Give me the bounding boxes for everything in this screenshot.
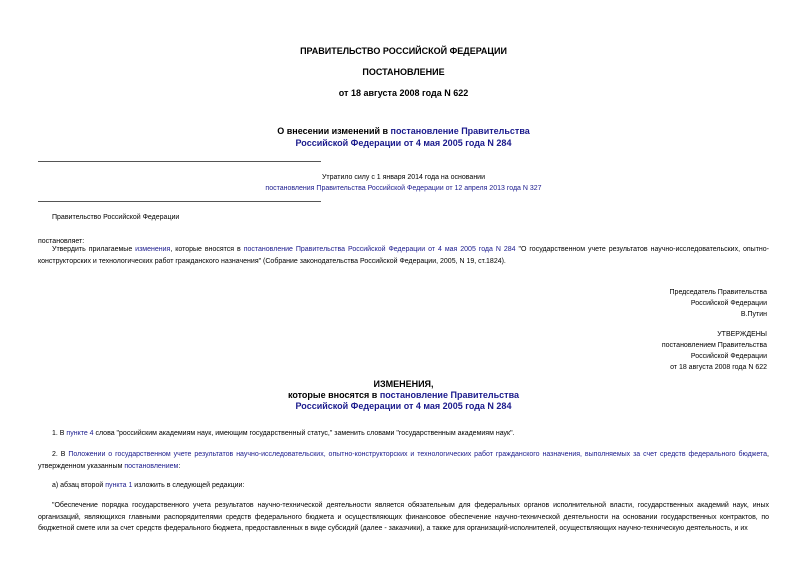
item1-text-b: слова "российским академиям наук, имеющим государственный статус," заменить словами "государственным академиям наук". bbox=[93, 430, 515, 437]
item-a-text-b: изложить в следующей редакции: bbox=[132, 482, 245, 489]
item1-link[interactable]: пункте 4 bbox=[66, 430, 94, 437]
signature-org: Российской Федерации bbox=[690, 300, 767, 307]
government-name: ПРАВИТЕЛЬСТВО РОССИЙСКОЙ ФЕДЕРАЦИИ bbox=[300, 46, 507, 56]
quote-paragraph: "Обеспечение порядка государственного учета результатов научно-технической деятельности является обязательным для федеральных органов исполнительной власти, государственных академий наук, иных организаций, являющихся главными распорядителями средств федерального бюджета и осуществляющих финансовое обеспечение научно-технической деятельности на основании государственных контрактов, по бюджетной смете или за счет средств федерального бюджета, предоставленных в виде субсидий (далее - заказчики), а также для организаций-исполнителей, осуществляющих научно-техническую деятельность, и их bbox=[38, 502, 769, 532]
document-title bbox=[0, 126, 807, 136]
resolution-link[interactable]: постановление Правительства Российской Федерации от 4 мая 2005 года N 284 bbox=[243, 246, 516, 253]
decides-text: постановляет: bbox=[38, 238, 85, 245]
document-type: ПОСТАНОВЛЕНИЕ bbox=[362, 67, 445, 77]
item2-text-b: , утвержденном указанным bbox=[38, 451, 769, 470]
p1-text-a: Утвердить прилагаемые bbox=[52, 246, 136, 253]
title-link-line2[interactable]: Российской Федерации от 4 мая 2005 года N 284 bbox=[295, 138, 512, 148]
changes-heading: ИЗМЕНЕНИЯ, bbox=[373, 379, 434, 389]
approval-paragraph bbox=[38, 244, 769, 267]
item1-text-a: 1. В bbox=[52, 430, 67, 437]
item-a-link[interactable]: пункта 1 bbox=[105, 482, 133, 489]
government-name-body: Правительство Российской Федерации bbox=[52, 214, 180, 221]
title-prefix: О внесении изменений в bbox=[277, 126, 391, 136]
approved-org: Российской Федерации bbox=[690, 353, 767, 360]
title-link-line1[interactable]: постановление Правительства bbox=[390, 126, 530, 136]
item2-text-a: 2. В bbox=[52, 451, 69, 458]
item2-link-resolution[interactable]: постановлением bbox=[124, 462, 179, 470]
item2-link-regulation[interactable]: Положении о государственном учете результатов научно-исследовательских, опытно-конструкторских и технологических работ гражданского назначения, выполняемых за счет средств федерального бюджета bbox=[68, 451, 768, 458]
approved-label: УТВЕРЖДЕНЫ bbox=[717, 331, 767, 338]
signature-title: Председатель Правительства bbox=[669, 289, 767, 296]
approved-by: постановлением Правительства bbox=[661, 342, 767, 349]
p1-text-b: , которые вносятся в bbox=[170, 246, 244, 253]
changes-subheading-prefix: которые вносятся в bbox=[287, 390, 380, 400]
status-link[interactable]: постановления Правительства Российской Федерации от 12 апреля 2013 года N 327 bbox=[265, 185, 542, 192]
approved-date: от 18 августа 2008 года N 622 bbox=[670, 364, 767, 371]
changes-subheading-link[interactable]: постановление Правительства bbox=[379, 390, 520, 400]
item2-text-c: : bbox=[178, 462, 181, 470]
p1-text-c: "О государственном учете результатов научно-исследовательских, опытно-конструкторских и технологических работ гражданского назначения" (Собрание законодательства Российской Федерации, 2005, N 19, ст.1824). bbox=[38, 246, 769, 265]
divider-top bbox=[38, 161, 321, 162]
changes-link[interactable]: изменения bbox=[135, 246, 171, 253]
status-text: Утратило силу с 1 января 2014 года на основании bbox=[321, 174, 486, 181]
change-item-2 bbox=[38, 449, 769, 472]
divider-bottom bbox=[38, 201, 321, 202]
change-item-1 bbox=[38, 428, 769, 440]
changes-subheading-link-line2[interactable]: Российской Федерации от 4 мая 2005 года N 284 bbox=[295, 401, 512, 411]
document-date: от 18 августа 2008 года N 622 bbox=[338, 88, 469, 98]
changes-subheading bbox=[0, 390, 807, 400]
item-a-text-a: а) абзац второй bbox=[52, 482, 106, 489]
signature-name: В.Путин bbox=[740, 311, 767, 318]
change-item-a bbox=[52, 480, 244, 492]
